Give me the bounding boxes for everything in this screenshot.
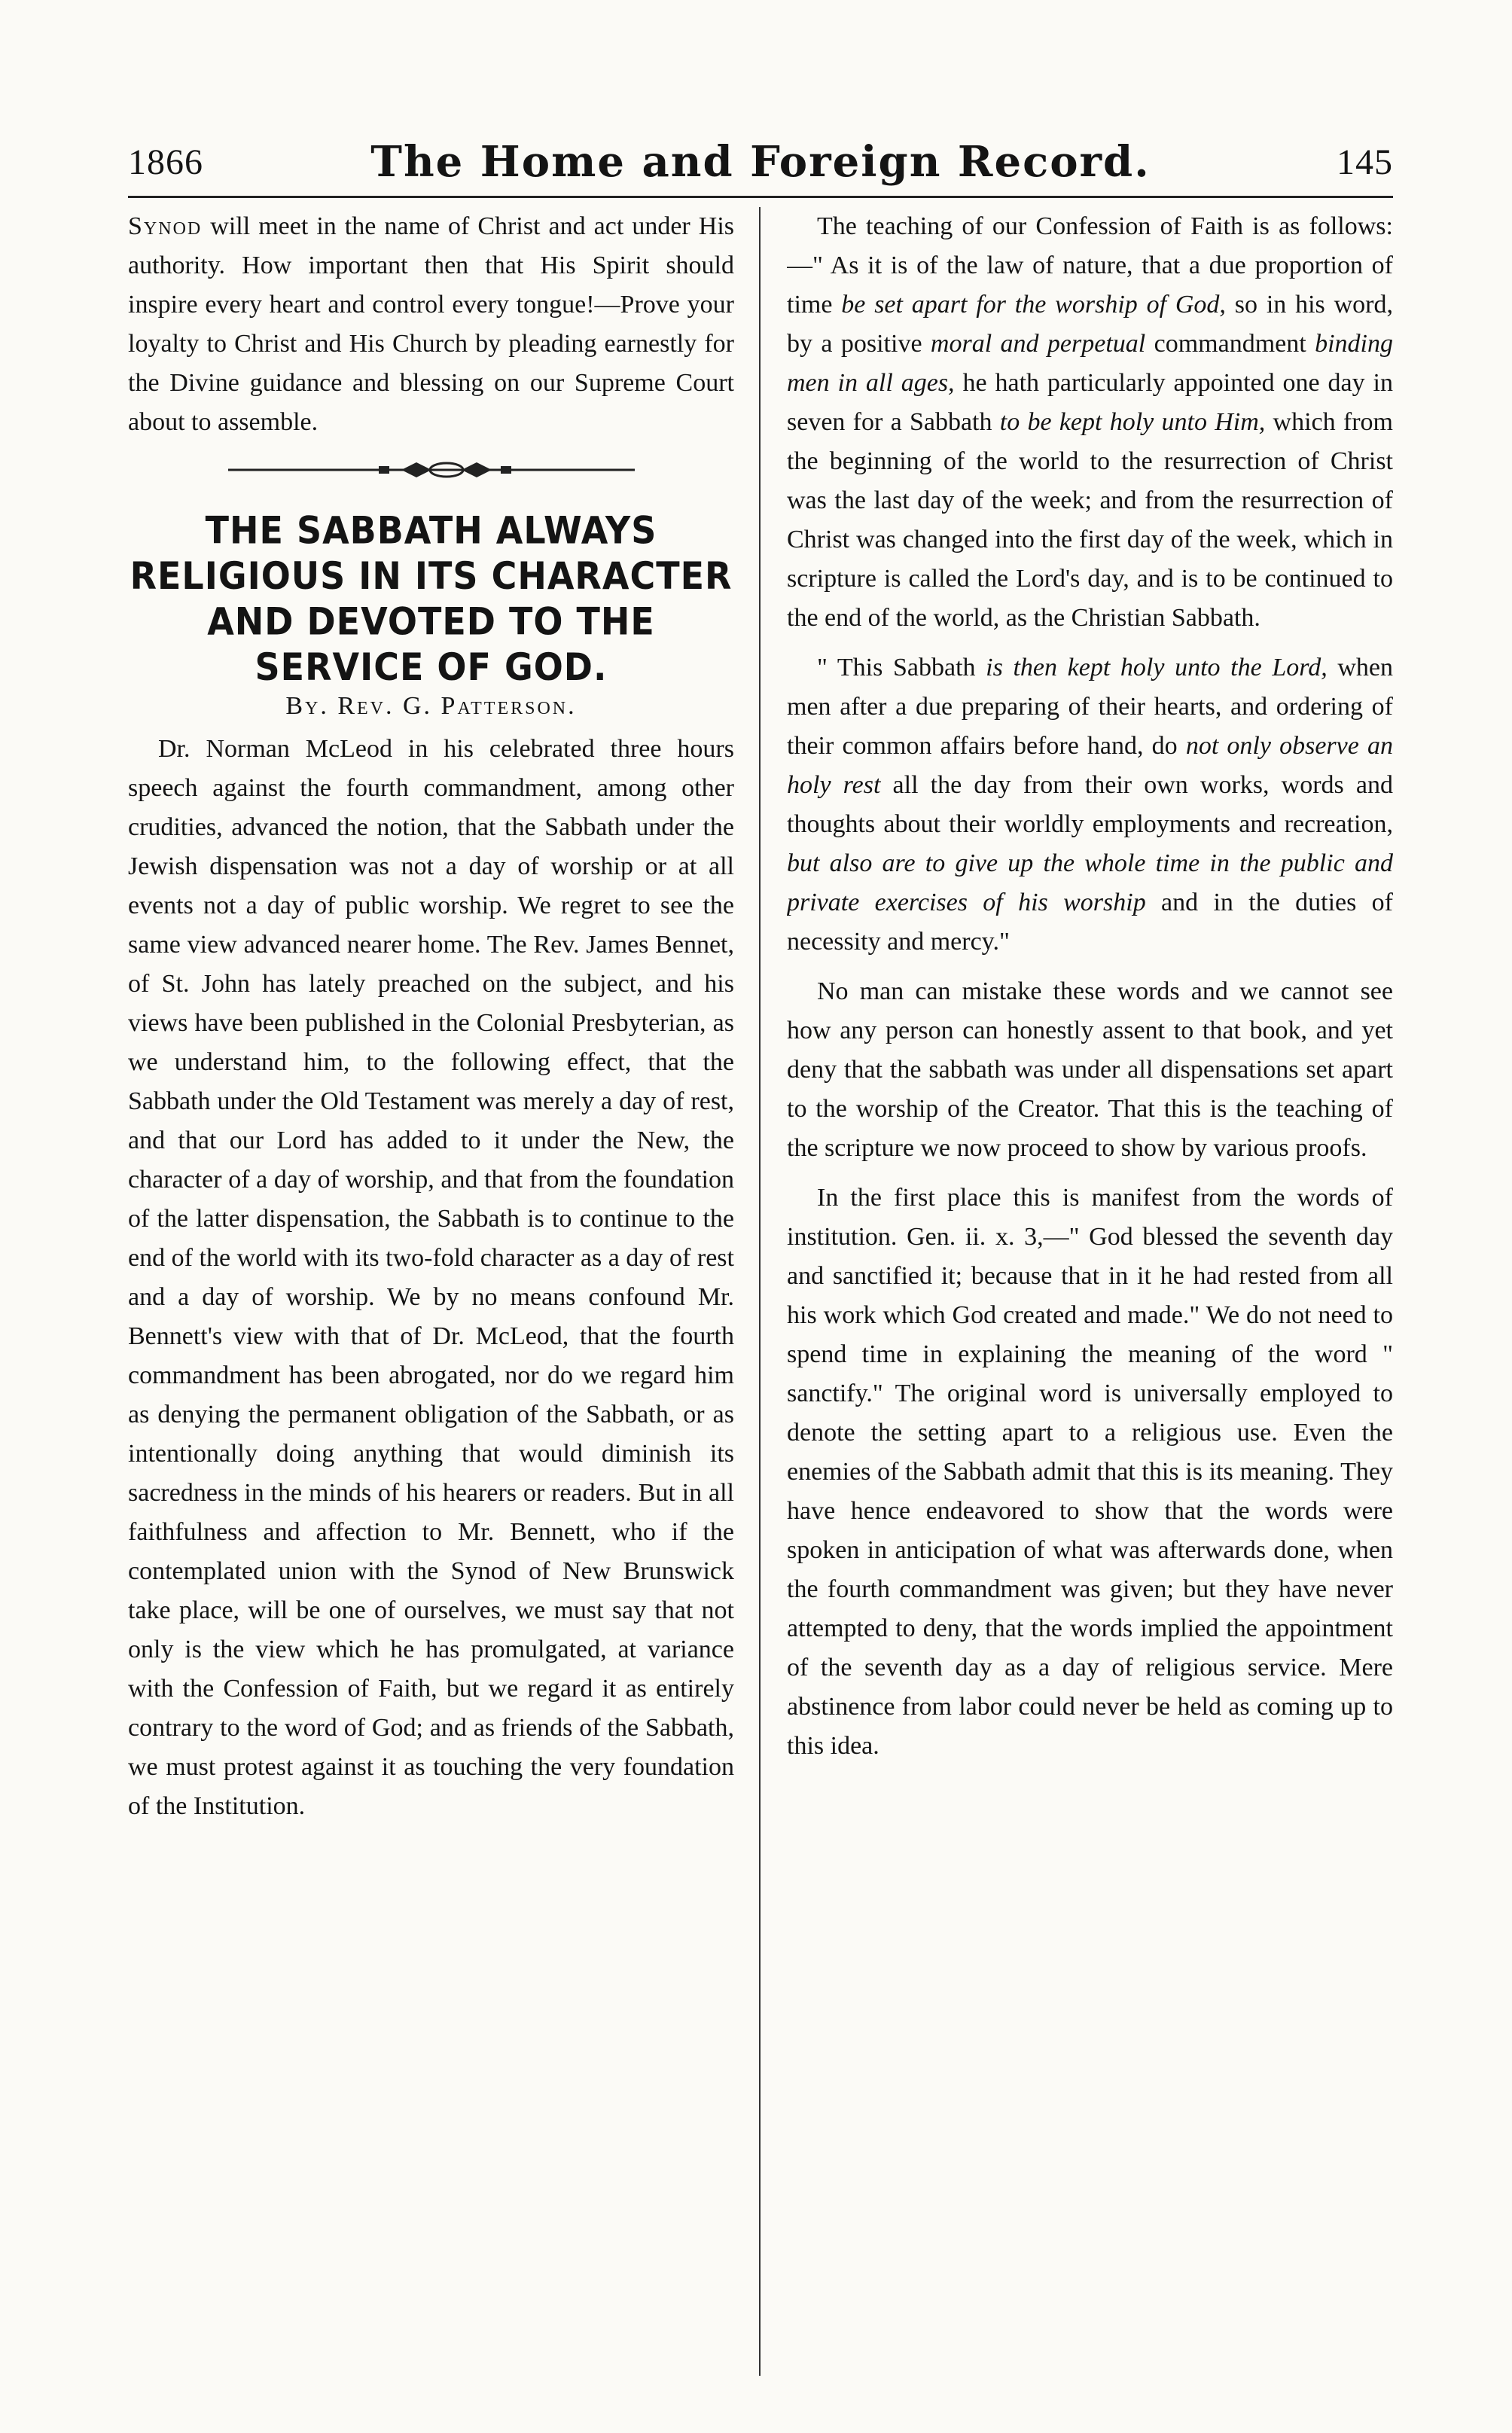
right-paragraph-3: No man can mistake these words and we cannot see how any person can honestly assent to that book, and yet deny that the sabbath was under all dispensations set apart to the worship of the Creator. That this is the teaching of the scripture we now proceed to show by various proofs. [787, 977, 1393, 1162]
text-run: which from the beginning of the world to the resurrection of Christ was the last day of the week; and from the resurrection of Christ was changed into the first day of the week, which in scripture is called the Lord's day, and is to be continued to the end of the world, as the Christian Sabbath. [787, 408, 1393, 632]
text-run: so in his word, by a positive [787, 291, 1393, 358]
header-year: 1866 [128, 142, 203, 182]
right-paragraph-1 [787, 207, 1393, 638]
italic-run: is then kept holy unto the Lord, [986, 654, 1328, 681]
page [128, 136, 1393, 2380]
text-run: " This Sabbath [817, 654, 986, 681]
italic-run: but also are to give up the whole time in the public and private exercises of his worship [787, 849, 1393, 916]
italic-run: not only observe an holy rest [787, 732, 1393, 799]
italic-run: be set apart for the worship of God, [841, 291, 1226, 319]
continuation-paragraph [128, 207, 734, 442]
text-run: and in the duties of necessity and mercy." [787, 889, 1393, 956]
left-column [128, 207, 734, 2376]
italic-run: to be kept holy unto Him, [999, 408, 1266, 436]
column-rule [759, 207, 761, 2376]
text-run: all the day from their own works, words and thoughts about their worldly employments and recreation, [787, 771, 1393, 838]
journal-title: The Home and Foreign Record. [370, 137, 1151, 187]
continuation-lead: Synod [128, 212, 203, 240]
italic-run: binding men in all ages, [787, 330, 1393, 397]
article-title: THE SABBATH ALWAYS RELIGIOUS IN ITS CHARACTER AND DEVOTED TO THE SERVICE OF GOD. [130, 508, 733, 689]
running-head [128, 136, 1393, 198]
right-column [787, 207, 1393, 2376]
right-paragraph-2 [787, 648, 1393, 962]
left-paragraph-1: Dr. Norman McLeod in his celebrated three hours speech against the fourth commandment, among other crudities, advanced the notion, that the Sabbath under the Jewish dispensation was not a day of worship or at all events not a day of public worship. We regret to see the same view advanced nearer home. The Rev. James Bennet, of St. John has lately preached on the subject, and his views have been published in the Colonial Presbyterian, as we understand him, to the following effect, that the Sabbath under the Old Testament was merely a day of rest, and that our Lord has added to it under the New, the character of a day of worship, and that from the foundation of the latter dispensation, the Sabbath is to continue to the end of the world with its two-fold character as a day of rest and a day of worship. We by no means confound Mr. Bennett's view with that of Dr. McLeod, that the fourth commandment has been abrogated, nor do we regard him as denying the permanent obligation of the Sabbath, or as intentionally doing anything that would diminish its sacredness in the minds of his hearers or readers. But in all faithfulness and affection to Mr. Bennett, who if the contemplated union with the Synod of New Brunswick take place, will be one of ourselves, we must say that not only is the view which he has promulgated, at variance with the Confession of Faith, but we regard it as entirely contrary to the word of God; and as friends of the Sabbath, we must protest against it as touching the very foundation of the Institution. [128, 735, 734, 1820]
right-paragraph-4: In the first place this is manifest from the words of institution. Gen. ii. x. 3,—" God blessed the seventh day and sanctified it; because that in it he had rested from all his work which God created and made." We do not need to spend time in explaining the meaning of the word " sanctify." The original word is universally employed to denote the setting apart to a religious use. Even the enemies of the Sabbath admit that this is its meaning. They have hence endeavored to show that the words were spoken in anticipation of what was afterwards done, when the fourth commandment was given; but they have never attempted to deny, that the words implied the appointment of the seventh day as a day of religious service. Mere abstinence from labor could never be held as coming up to this idea. [787, 1184, 1393, 1760]
continuation-rest: will meet in the name of Christ and act under His authority. How important then that His Spirit should inspire every heart and control every tongue!—Prove your loyalty to Christ and His Church by pleading earnestly for the Divine guidance and blessing on our Supreme Court about to assemble. [128, 212, 734, 436]
text-run: when men after a due preparing of their hearts, and ordering of their common affairs before hand, do [787, 654, 1393, 760]
article-byline: By. Rev. G. Patterson. [285, 692, 577, 720]
text-run: commandment [1145, 330, 1315, 358]
text-run: he hath particularly appointed one day in seven for a Sabbath [787, 369, 1393, 436]
page-number: 145 [1337, 142, 1393, 182]
ornament-divider-icon [228, 459, 635, 481]
article-columns [128, 207, 1393, 2376]
italic-run: moral and perpetual [930, 330, 1146, 358]
text-run: The teaching of our Confession of Faith is as follows:—" As it is of the law of nature, that a due proportion of time [787, 212, 1393, 319]
